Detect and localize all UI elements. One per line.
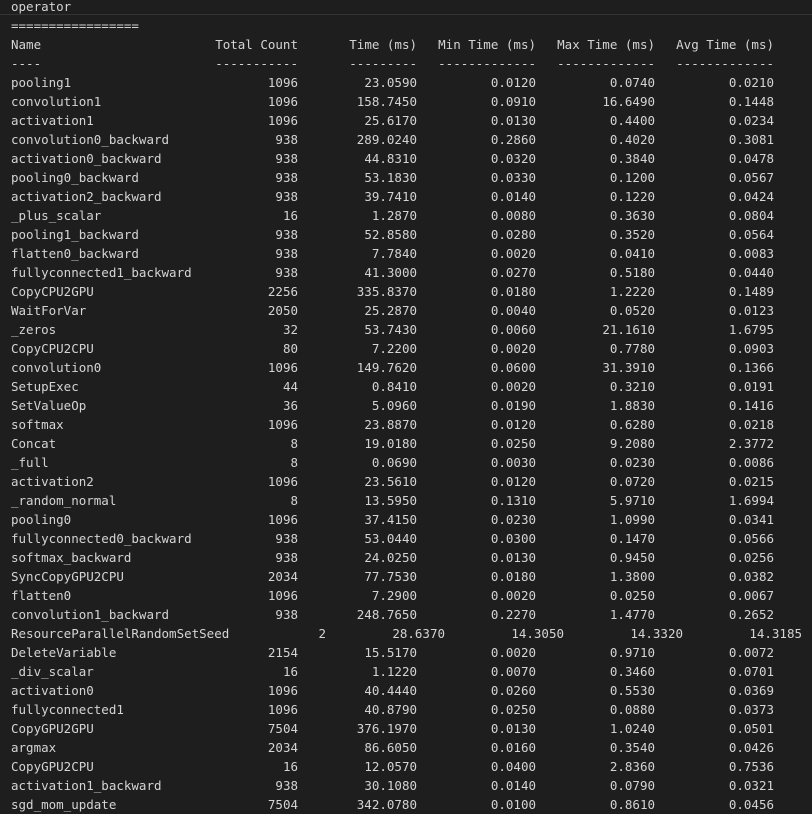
- cell-avg-time: 0.3081: [728, 132, 774, 147]
- table-row: [0, 795, 812, 814]
- cell-min-time: 0.1310: [490, 493, 536, 508]
- cell-avg-time: 0.7536: [728, 759, 774, 774]
- cell-min-time: 0.0230: [490, 512, 536, 527]
- cell-min-time: 0.0130: [490, 113, 536, 128]
- cell-max-time: 0.1220: [609, 189, 655, 204]
- cell-max-time: 5.9710: [609, 493, 655, 508]
- cell-total-count: 938: [275, 227, 298, 242]
- table-row: [0, 149, 812, 168]
- cell-min-time: 0.0020: [490, 379, 536, 394]
- separator-name: ----: [11, 56, 42, 71]
- cell-max-time: 0.0790: [609, 778, 655, 793]
- cell-total-count: 1096: [267, 512, 298, 527]
- cell-total-count: 36: [282, 398, 298, 413]
- cell-name: sgd_mom_update: [11, 797, 117, 812]
- cell-min-time: 0.0100: [490, 797, 536, 812]
- cell-max-time: 0.0410: [609, 246, 655, 261]
- cell-min-time: 0.0020: [490, 246, 536, 261]
- cell-total-count: 2: [318, 626, 326, 641]
- cell-name: activation1_backward: [11, 778, 162, 793]
- cell-time: 52.8580: [364, 227, 417, 242]
- cell-avg-time: 0.0567: [728, 170, 774, 185]
- cell-name: pooling1_backward: [11, 227, 139, 242]
- cell-time: 7.2900: [371, 588, 417, 603]
- cell-time: 376.1970: [356, 721, 417, 736]
- cell-min-time: 0.0080: [490, 208, 536, 223]
- cell-time: 44.8310: [364, 151, 417, 166]
- cell-max-time: 1.0990: [609, 512, 655, 527]
- table-row: [0, 187, 812, 206]
- cell-time: 7.7840: [371, 246, 417, 261]
- cell-min-time: 0.0400: [490, 759, 536, 774]
- cell-time: 53.7430: [364, 322, 417, 337]
- separator-time: ---------: [349, 56, 417, 71]
- cell-max-time: 0.4020: [609, 132, 655, 147]
- cell-time: 23.8870: [364, 417, 417, 432]
- cell-avg-time: 0.0341: [728, 512, 774, 527]
- cell-name: fullyconnected0_backward: [11, 531, 192, 546]
- cell-min-time: 0.0030: [490, 455, 536, 470]
- cell-avg-time: 0.0067: [728, 588, 774, 603]
- cell-time: 13.5950: [364, 493, 417, 508]
- cell-name: flatten0_backward: [11, 246, 139, 261]
- separator-min-time: -------------: [438, 56, 536, 71]
- table-row: [0, 377, 812, 396]
- cell-total-count: 1096: [267, 113, 298, 128]
- cell-time: 41.3000: [364, 265, 417, 280]
- cell-avg-time: 0.0123: [728, 303, 774, 318]
- cell-max-time: 1.8830: [609, 398, 655, 413]
- cell-avg-time: 2.3772: [728, 436, 774, 451]
- cell-name: CopyGPU2CPU: [11, 759, 94, 774]
- cell-avg-time: 0.0369: [728, 683, 774, 698]
- table-row: [0, 548, 812, 567]
- cell-time: 40.4440: [364, 683, 417, 698]
- cell-total-count: 2050: [267, 303, 298, 318]
- cell-name: convolution0_backward: [11, 132, 170, 147]
- cell-name: CopyCPU2GPU: [11, 284, 94, 299]
- header-avg-time: Avg Time (ms): [676, 37, 774, 52]
- cell-total-count: 8: [290, 493, 298, 508]
- cell-total-count: 16: [282, 664, 298, 679]
- table-row: [0, 586, 812, 605]
- cell-min-time: 0.0280: [490, 227, 536, 242]
- separator-total-count: -----------: [215, 56, 298, 71]
- cell-max-time: 16.6490: [602, 94, 655, 109]
- cell-time: 1.2870: [371, 208, 417, 223]
- cell-min-time: 0.0160: [490, 740, 536, 755]
- table-row: [0, 225, 812, 244]
- header-name: Name: [11, 37, 42, 52]
- cell-name: convolution1_backward: [11, 607, 170, 622]
- table-row: [0, 643, 812, 662]
- cell-time: 7.2200: [371, 341, 417, 356]
- header-row: [0, 35, 812, 54]
- cell-time: 77.7530: [364, 569, 417, 584]
- cell-name: SyncCopyGPU2CPU: [11, 569, 124, 584]
- table-row: [0, 738, 812, 757]
- cell-min-time: 0.0330: [490, 170, 536, 185]
- cell-total-count: 938: [275, 607, 298, 622]
- cell-avg-time: 0.0566: [728, 531, 774, 546]
- table-row: [0, 282, 812, 301]
- cell-name: softmax_backward: [11, 550, 132, 565]
- table-row: [0, 130, 812, 149]
- cell-name: DeleteVariable: [11, 645, 117, 660]
- table-row: [0, 567, 812, 586]
- table-row: [0, 320, 812, 339]
- cell-avg-time: 0.0426: [728, 740, 774, 755]
- cell-time: 86.6050: [364, 740, 417, 755]
- cell-min-time: 0.0120: [490, 75, 536, 90]
- cell-total-count: 1096: [267, 360, 298, 375]
- cell-min-time: 0.0190: [490, 398, 536, 413]
- cell-total-count: 1096: [267, 94, 298, 109]
- table-row: [0, 244, 812, 263]
- cell-name: _zeros: [11, 322, 57, 337]
- cell-max-time: 9.2080: [609, 436, 655, 451]
- table-row: [0, 605, 812, 624]
- cell-name: CopyGPU2GPU: [11, 721, 94, 736]
- cell-avg-time: 0.0234: [728, 113, 774, 128]
- cell-min-time: 0.0130: [490, 721, 536, 736]
- cell-max-time: 0.0740: [609, 75, 655, 90]
- header-time: Time (ms): [349, 37, 417, 52]
- table-row: [0, 662, 812, 681]
- table-row: [0, 73, 812, 92]
- cell-name: SetupExec: [11, 379, 79, 394]
- table-row: [0, 472, 812, 491]
- cell-total-count: 7504: [267, 797, 298, 812]
- table-row: [0, 358, 812, 377]
- header-min-time: Min Time (ms): [438, 37, 536, 52]
- separator-row: [0, 54, 812, 73]
- cell-time: 39.7410: [364, 189, 417, 204]
- title-line: [0, 0, 812, 16]
- table-row: [0, 111, 812, 130]
- cell-avg-time: 0.0321: [728, 778, 774, 793]
- cell-max-time: 0.3540: [609, 740, 655, 755]
- cell-name: softmax: [11, 417, 64, 432]
- cell-max-time: 1.2220: [609, 284, 655, 299]
- cell-min-time: 0.0070: [490, 664, 536, 679]
- cell-name: activation0: [11, 683, 94, 698]
- cell-time: 24.0250: [364, 550, 417, 565]
- table-row: [0, 681, 812, 700]
- cell-name: _plus_scalar: [11, 208, 102, 223]
- cell-name: activation2: [11, 474, 94, 489]
- cell-min-time: 0.0060: [490, 322, 536, 337]
- cell-name: _div_scalar: [11, 664, 94, 679]
- cell-total-count: 8: [290, 455, 298, 470]
- cell-min-time: 0.0020: [490, 588, 536, 603]
- cell-avg-time: 0.0701: [728, 664, 774, 679]
- cell-max-time: 0.8610: [609, 797, 655, 812]
- cell-total-count: 2154: [267, 645, 298, 660]
- cell-min-time: 0.0250: [490, 436, 536, 451]
- cell-name: activation0_backward: [11, 151, 162, 166]
- cell-avg-time: 0.0440: [728, 265, 774, 280]
- cell-max-time: 0.0250: [609, 588, 655, 603]
- cell-max-time: 0.9450: [609, 550, 655, 565]
- separator-max-time: -------------: [557, 56, 655, 71]
- title-rule: =================: [11, 18, 139, 33]
- cell-max-time: 1.3800: [609, 569, 655, 584]
- cell-total-count: 16: [282, 208, 298, 223]
- cell-avg-time: 0.1489: [728, 284, 774, 299]
- cell-avg-time: 0.0501: [728, 721, 774, 736]
- header-max-time: Max Time (ms): [557, 37, 655, 52]
- cell-avg-time: 0.0218: [728, 417, 774, 432]
- cell-min-time: 0.0250: [490, 702, 536, 717]
- cell-min-time: 0.0180: [490, 569, 536, 584]
- cell-name: fullyconnected1: [11, 702, 124, 717]
- cell-total-count: 44: [282, 379, 298, 394]
- cell-min-time: 0.0600: [490, 360, 536, 375]
- table-row: [0, 301, 812, 320]
- cell-min-time: 0.0020: [490, 645, 536, 660]
- cell-total-count: 1096: [267, 75, 298, 90]
- cell-name: flatten0: [11, 588, 72, 603]
- cell-total-count: 938: [275, 531, 298, 546]
- cell-max-time: 0.0520: [609, 303, 655, 318]
- cell-max-time: 0.3210: [609, 379, 655, 394]
- cell-min-time: 0.0320: [490, 151, 536, 166]
- cell-time: 53.1830: [364, 170, 417, 185]
- output-title: operator: [11, 0, 72, 14]
- cell-time: 23.0590: [364, 75, 417, 90]
- cell-total-count: 1096: [267, 702, 298, 717]
- cell-avg-time: 0.0210: [728, 75, 774, 90]
- cell-time: 149.7620: [356, 360, 417, 375]
- cell-name: activation2_backward: [11, 189, 162, 204]
- cell-time: 158.7450: [356, 94, 417, 109]
- title-rule-line: [0, 16, 812, 35]
- table-row: [0, 624, 812, 643]
- cell-total-count: 938: [275, 170, 298, 185]
- cell-min-time: 0.0140: [490, 189, 536, 204]
- cell-time: 1.1220: [371, 664, 417, 679]
- cell-total-count: 938: [275, 132, 298, 147]
- table-row: [0, 434, 812, 453]
- cell-time: 12.0570: [364, 759, 417, 774]
- cell-time: 342.0780: [356, 797, 417, 812]
- cell-min-time: 0.2270: [490, 607, 536, 622]
- cell-time: 23.5610: [364, 474, 417, 489]
- cell-avg-time: 0.0424: [728, 189, 774, 204]
- cell-name: ResourceParallelRandomSetSeed: [11, 626, 230, 641]
- cell-max-time: 0.0720: [609, 474, 655, 489]
- cell-min-time: 0.0130: [490, 550, 536, 565]
- cell-time: 25.6170: [364, 113, 417, 128]
- cell-max-time: 31.3910: [602, 360, 655, 375]
- cell-total-count: 7504: [267, 721, 298, 736]
- cell-avg-time: 0.0804: [728, 208, 774, 223]
- table-row: [0, 339, 812, 358]
- cell-name: _random_normal: [11, 493, 117, 508]
- cell-total-count: 32: [282, 322, 298, 337]
- cell-avg-time: 0.0191: [728, 379, 774, 394]
- cell-avg-time: 0.0215: [728, 474, 774, 489]
- table-row: [0, 719, 812, 738]
- table-row: [0, 92, 812, 111]
- table-row: [0, 453, 812, 472]
- cell-avg-time: 1.6795: [728, 322, 774, 337]
- cell-time: 335.8370: [356, 284, 417, 299]
- table-row: [0, 529, 812, 548]
- cell-total-count: 938: [275, 246, 298, 261]
- cell-max-time: 0.5180: [609, 265, 655, 280]
- cell-min-time: 0.0020: [490, 341, 536, 356]
- cell-time: 0.8410: [371, 379, 417, 394]
- cell-max-time: 14.3320: [630, 626, 683, 641]
- cell-time: 40.8790: [364, 702, 417, 717]
- cell-max-time: 0.7780: [609, 341, 655, 356]
- cell-avg-time: 0.0456: [728, 797, 774, 812]
- cell-time: 5.0960: [371, 398, 417, 413]
- cell-min-time: 0.0270: [490, 265, 536, 280]
- cell-max-time: 21.1610: [602, 322, 655, 337]
- cell-max-time: 1.0240: [609, 721, 655, 736]
- cell-avg-time: 0.0903: [728, 341, 774, 356]
- table-row: [0, 491, 812, 510]
- cell-name: Concat: [11, 436, 57, 451]
- cell-avg-time: 0.1416: [728, 398, 774, 413]
- cell-name: convolution1: [11, 94, 102, 109]
- cell-max-time: 0.0880: [609, 702, 655, 717]
- separator-avg-time: -------------: [676, 56, 774, 71]
- cell-name: pooling1: [11, 75, 72, 90]
- cell-avg-time: 14.3185: [749, 626, 802, 641]
- cell-avg-time: 0.1448: [728, 94, 774, 109]
- cell-total-count: 8: [290, 436, 298, 451]
- cell-total-count: 1096: [267, 417, 298, 432]
- cell-avg-time: 0.0256: [728, 550, 774, 565]
- cell-total-count: 938: [275, 778, 298, 793]
- cell-total-count: 16: [282, 759, 298, 774]
- cell-name: pooling0_backward: [11, 170, 139, 185]
- cell-name: argmax: [11, 740, 57, 755]
- cell-total-count: 1096: [267, 474, 298, 489]
- cell-max-time: 0.3840: [609, 151, 655, 166]
- cell-avg-time: 1.6994: [728, 493, 774, 508]
- table-row: [0, 206, 812, 225]
- table-row: [0, 776, 812, 795]
- cell-max-time: 0.1470: [609, 531, 655, 546]
- cell-avg-time: 0.0382: [728, 569, 774, 584]
- cell-time: 30.1080: [364, 778, 417, 793]
- cell-total-count: 80: [282, 341, 298, 356]
- cell-max-time: 0.3520: [609, 227, 655, 242]
- table-row: [0, 415, 812, 434]
- cell-max-time: 0.0230: [609, 455, 655, 470]
- cell-time: 53.0440: [364, 531, 417, 546]
- cell-total-count: 2034: [267, 569, 298, 584]
- cell-total-count: 938: [275, 550, 298, 565]
- cell-avg-time: 0.0373: [728, 702, 774, 717]
- cell-total-count: 938: [275, 189, 298, 204]
- table-row: [0, 757, 812, 776]
- table-row: [0, 396, 812, 415]
- cell-name: _full: [11, 455, 49, 470]
- cell-total-count: 938: [275, 151, 298, 166]
- cell-min-time: 0.2860: [490, 132, 536, 147]
- cell-avg-time: 0.2652: [728, 607, 774, 622]
- cell-max-time: 0.4400: [609, 113, 655, 128]
- cell-total-count: 1096: [267, 683, 298, 698]
- cell-time: 37.4150: [364, 512, 417, 527]
- cell-min-time: 0.0120: [490, 417, 536, 432]
- cell-avg-time: 0.0083: [728, 246, 774, 261]
- cell-name: SetValueOp: [11, 398, 87, 413]
- cell-name: convolution0: [11, 360, 102, 375]
- cell-max-time: 1.4770: [609, 607, 655, 622]
- cell-max-time: 0.9710: [609, 645, 655, 660]
- cell-time: 0.0690: [371, 455, 417, 470]
- cell-time: 248.7650: [356, 607, 417, 622]
- cell-min-time: 0.0180: [490, 284, 536, 299]
- cell-min-time: 0.0040: [490, 303, 536, 318]
- cell-avg-time: 0.0072: [728, 645, 774, 660]
- cell-min-time: 0.0140: [490, 778, 536, 793]
- cell-name: activation1: [11, 113, 94, 128]
- cell-time: 289.0240: [356, 132, 417, 147]
- cell-time: 15.5170: [364, 645, 417, 660]
- table-row: [0, 263, 812, 282]
- cell-total-count: 938: [275, 265, 298, 280]
- cell-max-time: 2.8360: [609, 759, 655, 774]
- table-row: [0, 700, 812, 719]
- cell-min-time: 0.0260: [490, 683, 536, 698]
- cell-avg-time: 0.1366: [728, 360, 774, 375]
- cell-time: 25.2870: [364, 303, 417, 318]
- cell-avg-time: 0.0478: [728, 151, 774, 166]
- cell-name: fullyconnected1_backward: [11, 265, 192, 280]
- cell-min-time: 0.0300: [490, 531, 536, 546]
- cell-min-time: 0.0910: [490, 94, 536, 109]
- cell-max-time: 0.3460: [609, 664, 655, 679]
- cell-avg-time: 0.0086: [728, 455, 774, 470]
- cell-total-count: 2034: [267, 740, 298, 755]
- cell-time: 19.0180: [364, 436, 417, 451]
- cell-name: pooling0: [11, 512, 72, 527]
- cell-total-count: 2256: [267, 284, 298, 299]
- cell-name: CopyCPU2CPU: [11, 341, 94, 356]
- cell-time: 28.6370: [392, 626, 445, 641]
- table-row: [0, 510, 812, 529]
- cell-max-time: 0.5530: [609, 683, 655, 698]
- cell-max-time: 0.3630: [609, 208, 655, 223]
- cell-max-time: 0.6280: [609, 417, 655, 432]
- cell-total-count: 1096: [267, 588, 298, 603]
- cell-name: WaitForVar: [11, 303, 87, 318]
- cell-avg-time: 0.0564: [728, 227, 774, 242]
- header-total-count: Total Count: [215, 37, 298, 52]
- cell-max-time: 0.1200: [609, 170, 655, 185]
- cell-min-time: 14.3050: [511, 626, 564, 641]
- cell-min-time: 0.0120: [490, 474, 536, 489]
- table-row: [0, 168, 812, 187]
